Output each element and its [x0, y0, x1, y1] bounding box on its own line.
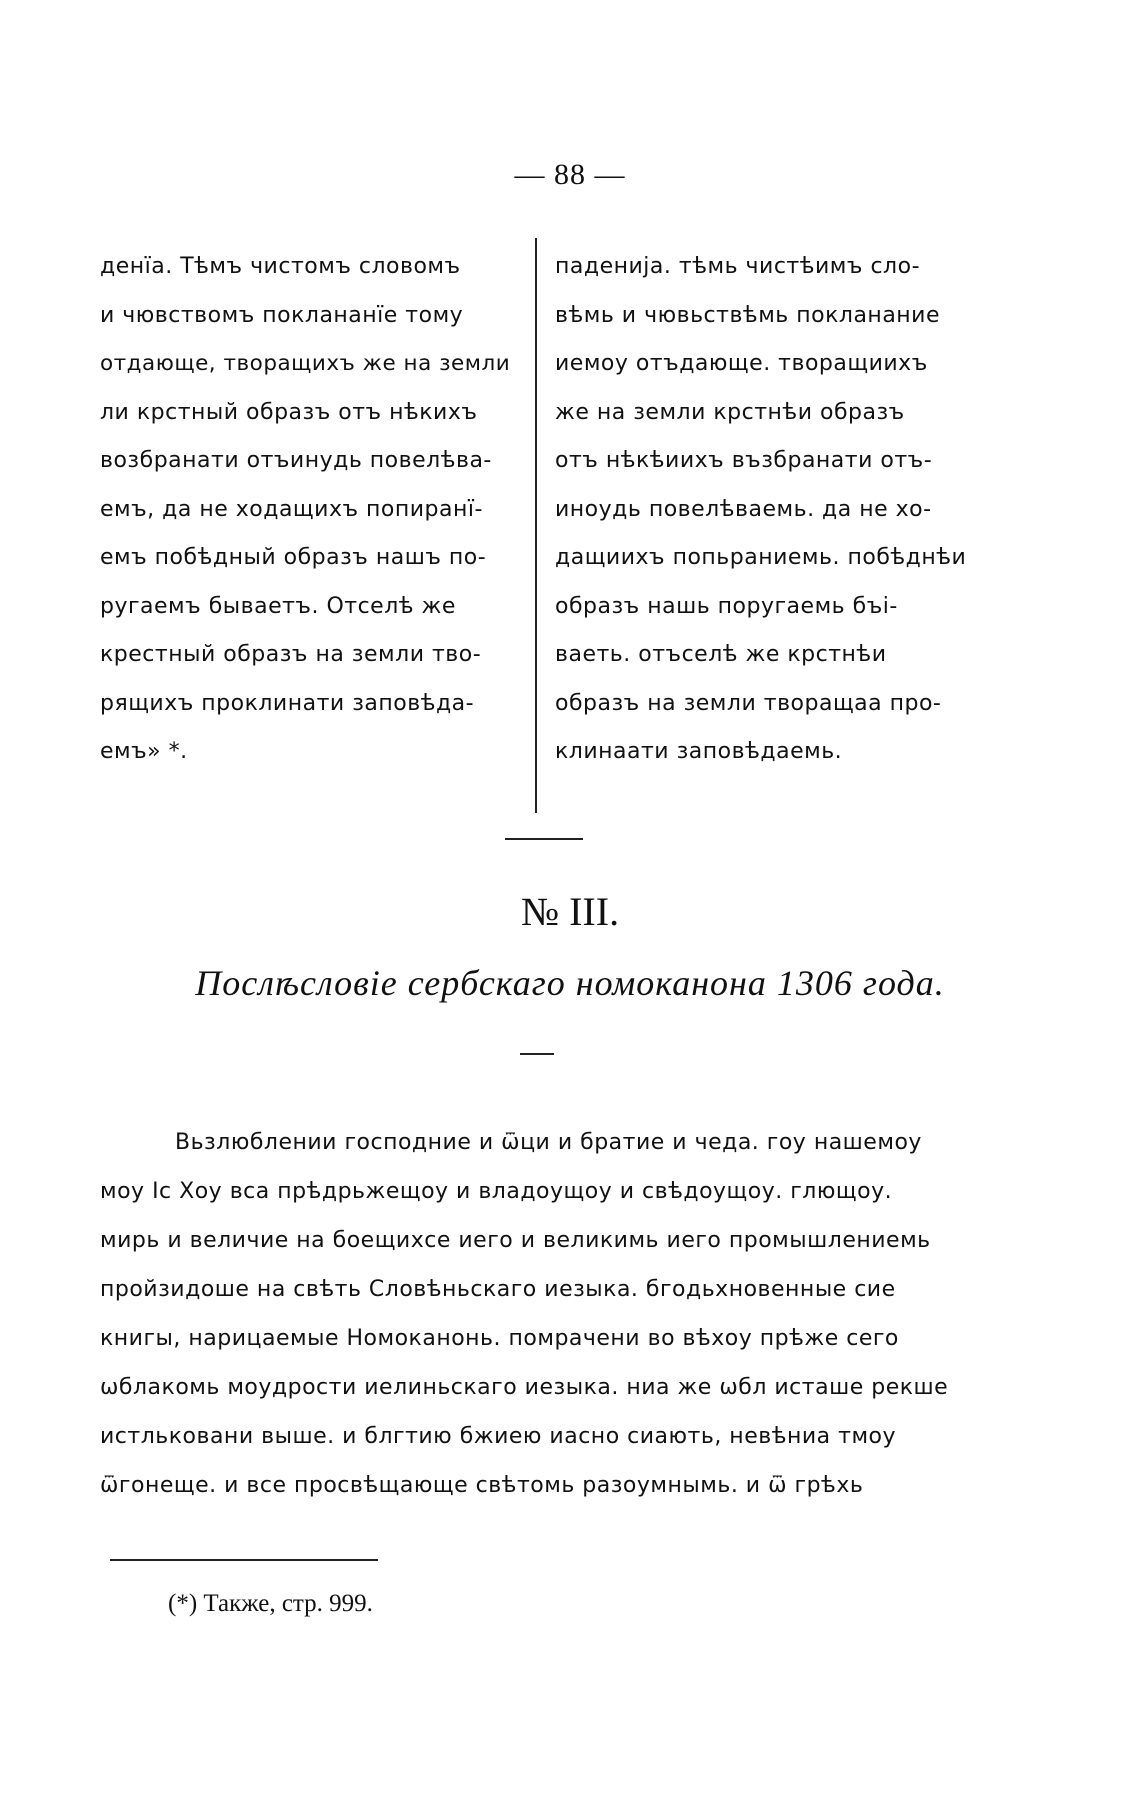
body-line: ѿгонеще. и все просвѣщающе свѣтомь разоумнымь. и ѿ грѣхь	[100, 1473, 864, 1498]
left-line: емъ, да не ходащихъ попиранї-	[100, 496, 483, 522]
right-line: иемоу отъдающе. творащиихъ	[555, 351, 928, 376]
left-line: возбранати отъинудь повелѣва-	[100, 448, 492, 473]
right-line: ваеть. отъселѣ же крстнѣи	[555, 642, 887, 667]
body-line: книгы, нарицаемые Номоканонь. помрачени во вѣхоу прѣже сего	[100, 1326, 899, 1351]
left-line: емъ побѣдный образъ нашъ по-	[100, 545, 487, 570]
footnote: (*) Также, стр. 999.	[168, 1590, 373, 1617]
left-line: рящихъ проклинати заповѣда-	[100, 690, 475, 716]
right-line: паденија. тѣмь чистѣимъ сло-	[555, 254, 921, 279]
body-line: моу Іс Хоу вса прѣдрьжещоу и владоущоу и свѣдоущоу. глющоу.	[100, 1179, 893, 1204]
body-text	[100, 1118, 975, 1510]
right-column	[555, 243, 975, 777]
section-number: № III.	[520, 889, 620, 934]
left-column	[100, 243, 510, 777]
right-line: вѣмь и чювьствѣмь покланание	[555, 302, 941, 328]
left-line: крестный образъ на земли тво-	[100, 642, 482, 667]
right-line: образъ нашь поругаемь бъі-	[555, 593, 898, 619]
body-line: истльковани выше. и блгтию бжиею иасно сиають, невѣниа тмоу	[100, 1424, 897, 1449]
left-line: денїа. Тѣмъ чистомъ словомъ	[100, 254, 461, 279]
right-line: иноудь повелѣваемь. да не хо-	[555, 496, 932, 522]
left-line: ли крстный образъ отъ нѣкихъ	[100, 399, 478, 425]
left-line: емъ» *.	[100, 739, 188, 764]
section-rule	[505, 838, 583, 840]
footnote-rule	[110, 1559, 378, 1561]
body-line: Вьзлюблении господние и ѿци и братие и чеда. гоу нашемоу	[175, 1130, 922, 1155]
section-title: Послѣсловіе сербскаго номоканона 1306 года.	[195, 963, 945, 1003]
right-line: образъ на земли творащаа про-	[555, 690, 942, 716]
left-line: ругаемъ бываетъ. Отселѣ же	[100, 593, 456, 619]
right-line: дащиихъ попьраниемь. побѣднѣи	[555, 545, 967, 570]
page-number: — 88 —	[514, 158, 626, 191]
column-divider	[535, 238, 537, 813]
body-line: мирь и величие на боещихсе иего и великимь иего промышлениемь	[100, 1228, 931, 1253]
right-line: клинаати заповѣдаемь.	[555, 739, 843, 764]
left-line: отдающе, творащихъ же на земли	[100, 351, 511, 376]
right-line: же на земли крстнѣи образъ	[555, 399, 905, 425]
left-line: и чювствомъ поклананїе тому	[100, 302, 464, 328]
body-line: ѡблакомь моудрости иелиньскаго иезыка. ниа же ѡбл исташе рекше	[100, 1375, 949, 1400]
title-rule	[520, 1053, 554, 1055]
right-line: отъ нѣкѣиихъ възбранати отъ-	[555, 448, 933, 473]
body-line: пройзидоше на свѣть Словѣньскаго иезыка. бгодьхновенные сие	[100, 1277, 896, 1302]
